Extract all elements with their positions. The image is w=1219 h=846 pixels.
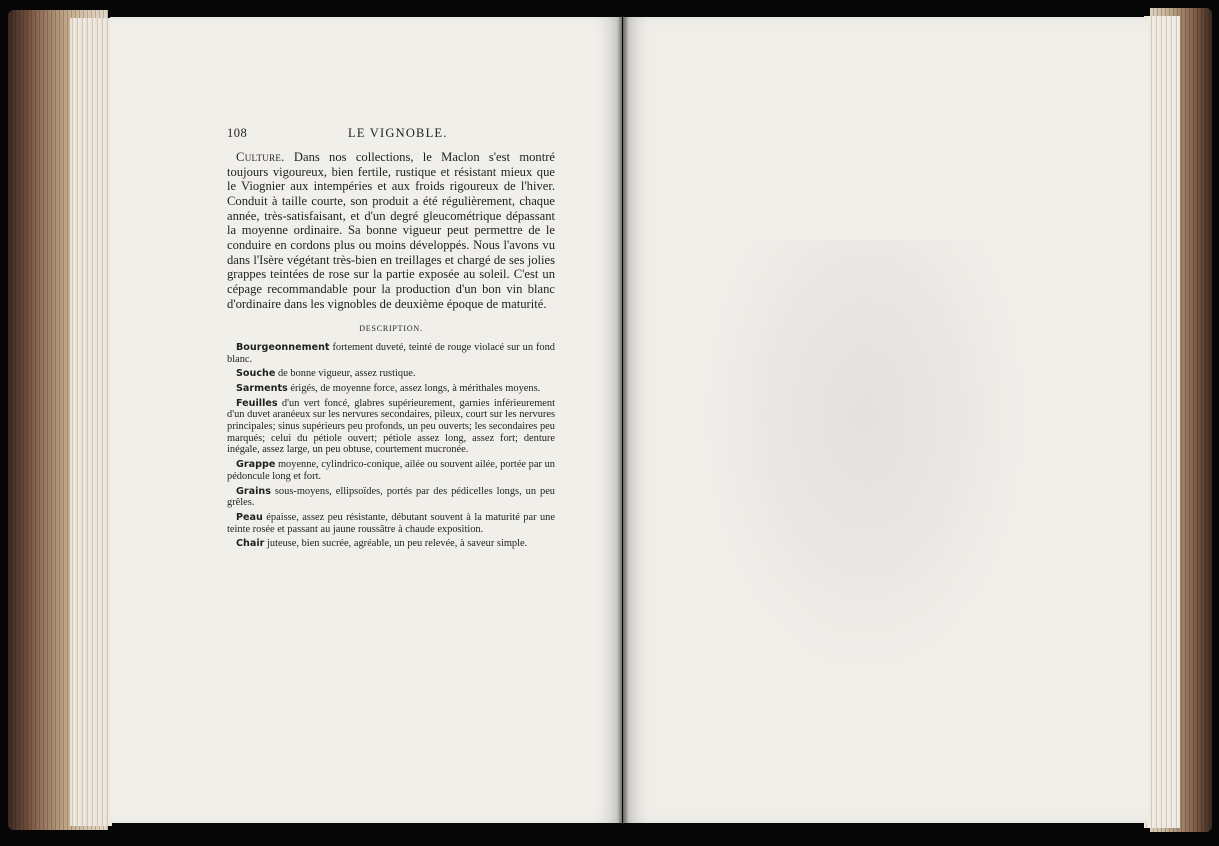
description-entry (227, 538, 555, 550)
entry-text: de bonne vigueur, assez rustique. (277, 368, 416, 380)
description-entry (227, 486, 555, 509)
entry-term: Feuilles (236, 397, 278, 409)
entry-text: moyenne, cylindrico-conique, ailée ou souvent ailée, portée par un pédoncule long et fort. (227, 459, 555, 482)
running-title: LE VIGNOBLE. (348, 126, 448, 140)
entry-text: juteuse, bien sucrée, agréable, un peu relevée, à saveur simple. (266, 538, 528, 550)
culture-paragraph (227, 150, 555, 311)
entry-text: d'un vert foncé, glabres supérieurement, garnies inférieurement d'un duvet aranéeux sur les nervures secondaires, pileux, court sur les nervures principales; sinus supérieurs peu profonds, un peu ouverts; les secondaires peu marqués; celui du pétiole ouvert; pétiole assez long, assez fort; denture inégale, assez large, un peu obtuse, courtement mucronée. (227, 397, 555, 456)
entry-term: Peau (236, 511, 263, 523)
entry-text: fortement duveté, teinté de rouge violacé sur un fond blanc. (227, 341, 555, 365)
page-number: 108 (227, 126, 248, 140)
culture-text: Dans nos collections, le Maclon s'est montré toujours vigoureux, bien fertile, rustique et résistant mieux que le Viognier aux intempéries et aux froids rigoureux de l'hiver. Conduit à taille courte, son produit a été régulièrement, chaque année, très-satisfaisant, et d'un degré gleucométrique dépassant la moyenne ordinaire. Sa bonne vigueur peut permettre de le conduire en cordons plus ou moins développés. Nous l'avons vu dans l'Isère végétant très-bien en treillages et chargé de ses jolies grappes teintées de rose sur la partie exposée au soleil. C'est un cépage recommandable pour la production d'un bon vin blanc d'ordinaire dans les vignobles de deuxième époque de maturité. (227, 150, 555, 311)
description-entry (227, 512, 555, 535)
entry-term: Grappe (236, 459, 276, 471)
description-heading: DESCRIPTION. (359, 323, 423, 333)
description-entry (227, 368, 555, 380)
description-entry (227, 459, 555, 482)
entry-term: Sarments (236, 382, 288, 394)
left-page-text (227, 126, 555, 553)
entry-term: Grains (236, 485, 271, 497)
show-through-illustration (700, 240, 1030, 680)
description-entry (227, 342, 555, 365)
entry-term: Bourgeonnement (236, 341, 330, 353)
description-entry (227, 383, 555, 395)
book-gutter (617, 17, 629, 823)
running-head (227, 126, 555, 144)
right-page-edges (1144, 16, 1180, 828)
entry-term: Chair (236, 538, 265, 550)
culture-label: Culture. (236, 150, 285, 164)
entry-term: Souche (236, 368, 276, 380)
entry-text: épaisse, assez peu résistante, débutant souvent à la maturité par une teinte rosée et passant au jaune roussâtre à chaude exposition. (227, 511, 555, 535)
left-page-edges (70, 18, 112, 826)
entry-text: sous-moyens, ellipsoïdes, portés par des pédicelles longs, un peu grêles. (227, 485, 555, 509)
description-entry (227, 398, 555, 457)
entry-text: érigés, de moyenne force, assez longs, à mérithales moyens. (290, 382, 541, 394)
